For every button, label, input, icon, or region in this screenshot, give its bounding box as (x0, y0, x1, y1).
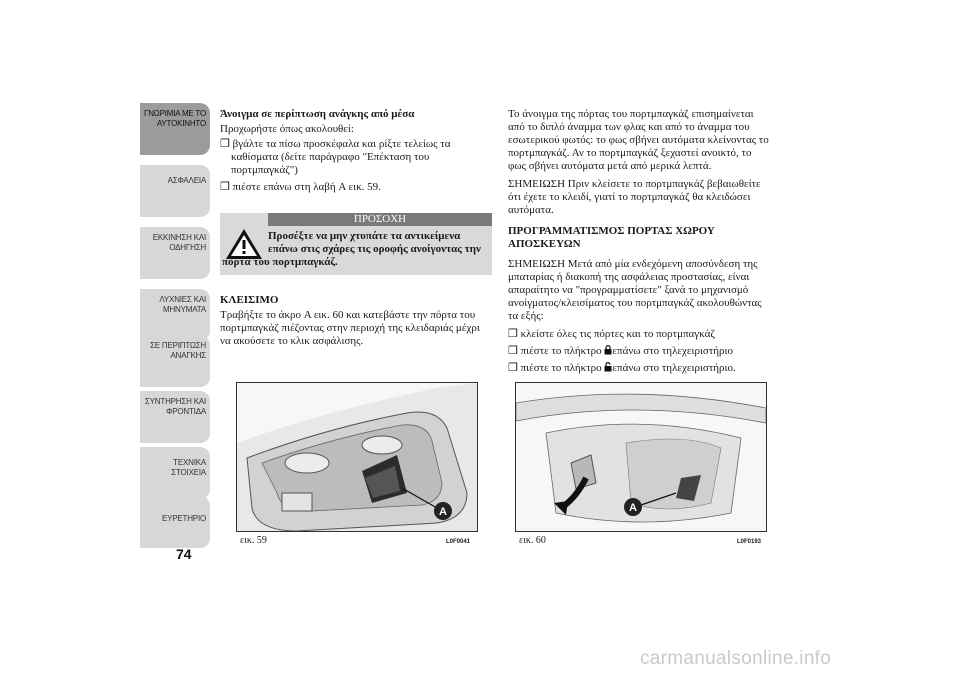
step-1: ❒ κλείστε όλες τις πόρτες και το πορτμπαγκάζ (508, 328, 715, 340)
tab-maintenance[interactable]: ΣΥΝΤΗΡΗΣΗ ΚΑΙ ΦΡΟΝΤΙΔΑ (140, 391, 210, 443)
tab-index[interactable]: ΕΥΡΕΤΗΡΙΟ (140, 496, 210, 548)
figure-59-code: L0F0041 (446, 539, 471, 545)
programming-heading-2: ΑΠΟΣΚΕΥΩΝ (508, 238, 581, 250)
closing-line-3: να ακούσετε το κλικ ασφάλισης. (220, 335, 364, 347)
note-2-line-3: απαραίτητο να "προγραμματίσετε" ξανά το μηχανισμό (508, 284, 749, 296)
programming-heading-1: ΠΡΟΓΡΑΜΜΑΤΙΣΜΟΣ ΠΟΡΤΑΣ ΧΩΡΟΥ (508, 225, 715, 237)
closing-line-2: πορτμπαγκάζ πιέζοντας στην περιοχή της κλειδαριάς μέχρι (220, 322, 480, 334)
figure-60-marker: A (629, 502, 637, 514)
right-column (508, 108, 790, 375)
warning-title: ΠΡΟΣΟΧΗ (268, 213, 492, 226)
closing-heading: ΚΛΕΙΣΙΜΟ (220, 294, 279, 306)
tailgate-closing-illustration (516, 383, 766, 531)
step-2: ❒ πιέστε το πλήκτρο επάνω στο τηλεχειριστήριο (508, 345, 733, 357)
note-2-line-4: ανοίγματος/κλεισίματος του πορτμπαγκάζ ακολουθώντας (508, 297, 762, 309)
bullet-1-line-1: ❒ βγάλτε τα πίσω προσκέφαλα και ρίξτε τελείως τα (220, 138, 451, 150)
figure-60-caption: εικ. 60 (519, 535, 546, 546)
open-signal-line-5: φως σβήνει αυτόματα μετά από μερικά λεπτά. (508, 160, 712, 172)
note-2-line-1: ΣΗΜΕΙΩΣΗ Μετά από μία ενδεχόμενη αποσύνδεση της (508, 258, 758, 270)
note-2-line-5: τα εξής: (508, 310, 544, 322)
open-signal-line-4: πορτμπαγκάζ. Αν το πορτμπαγκάζ ξεχαστεί ανοικτό, το (508, 147, 752, 159)
note-2-line-2: μπαταρίας ή διακοπή της ασφάλειας προστασίας, είναι (508, 271, 750, 283)
warning-text: Προσέξτε να μην χτυπάτε τα αντικείμενα επάνω στις σχάρες τις οροφής ανοίγοντας την πόρτα του πορτμπαγκάζ. (222, 230, 481, 268)
tab-technical[interactable]: ΤΕΧΝΙΚΑ ΣΤΟΙΧΕΙΑ (140, 447, 210, 499)
figure-59-caption: εικ. 59 (240, 535, 267, 546)
tailgate-handle-illustration (237, 383, 477, 531)
figure-59-marker: A (439, 506, 447, 518)
figure-59 (236, 382, 478, 532)
tab-safety[interactable]: ΑΣΦΑΛΕΙΑ (140, 165, 210, 217)
page-number: 74 (176, 546, 192, 562)
tab-lights-messages[interactable]: ΛΥΧΝΙΕΣ ΚΑΙ ΜΗΝΥΜΑΤΑ (140, 289, 210, 341)
warning-box (220, 213, 492, 275)
note-1-line-1: ΣΗΜΕΙΩΣΗ Πριν κλείσετε το πορτμπαγκάζ βεβαιωθείτε (508, 178, 761, 190)
emergency-opening-heading: Άνοιγμα σε περίπτωση ανάγκης από μέσα (220, 108, 415, 120)
tab-starting-driving[interactable]: ΕΚΚΙΝΗΣΗ ΚΑΙ ΟΔΗΓΗΣΗ (140, 227, 210, 279)
tab-getting-to-know[interactable]: ΓΝΩΡΙΜΙΑ ΜΕ ΤΟ ΑΥΤΟΚΙΝΗΤΟ (140, 103, 210, 155)
closing-section (220, 294, 495, 348)
closing-line-1: Τραβήξτε το άκρο A εικ. 60 και κατεβάστε την πόρτα του (220, 309, 476, 321)
watermark: carmanualsonline.info (640, 648, 832, 669)
intro-text: Προχωρήστε όπως ακολουθεί: (220, 123, 354, 135)
bullet-1-line-3: πορτμπαγκάζ") (231, 164, 298, 176)
figure-60 (515, 382, 767, 532)
bullet-1-line-2: καθίσματα (δείτε παράγραφο "Επέκταση του (231, 151, 430, 163)
bullet-2: ❒ πιέστε επάνω στη λαβή A εικ. 59. (220, 181, 381, 193)
open-signal-line-3: εσωτερικού φωτός: το φως σβήνει αυτόματα κλείνοντας το (508, 134, 769, 146)
note-1-line-2: ότι έχετε το κλειδί, γιατί το πορτμπαγκάζ θα κλειδώσει (508, 191, 751, 203)
open-signal-line-2: από το διπλό άναμμα των φλας και από το άναμμα του (508, 121, 750, 133)
step-3: ❒ πιέστε το πλήκτρο επάνω στο τηλεχειριστήριο. (508, 362, 736, 374)
left-column (220, 108, 495, 194)
tab-emergency[interactable]: ΣΕ ΠΕΡΙΠΤΩΣΗ ΑΝΑΓΚΗΣ (140, 335, 210, 387)
note-1-line-3: αυτόματα. (508, 204, 554, 216)
open-signal-line-1: Το άνοιγμα της πόρτας του πορτμπαγκάζ επισημαίνεται (508, 108, 754, 120)
figure-60-code: L0F0193 (737, 539, 762, 545)
